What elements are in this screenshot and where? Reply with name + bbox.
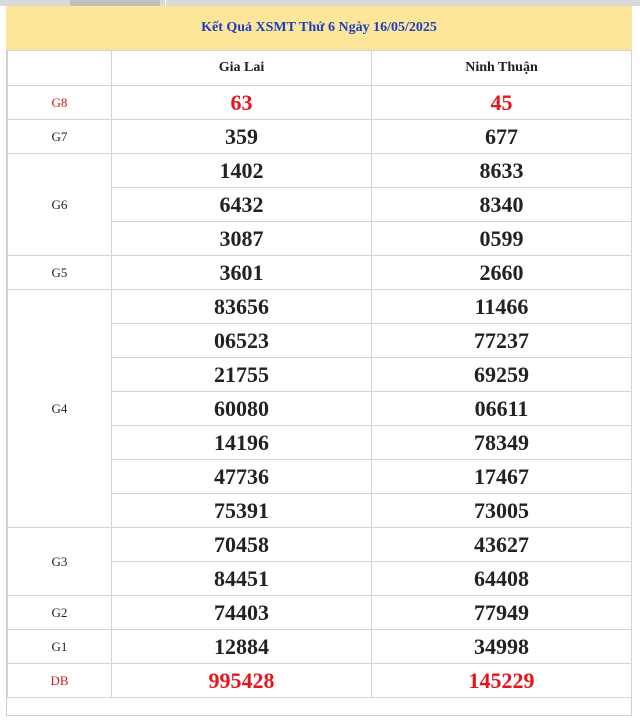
- prize-row: [8, 120, 632, 154]
- prize-number: 06523: [112, 324, 372, 358]
- prize-number: 60080: [112, 392, 372, 426]
- prize-number: 1402: [112, 154, 372, 188]
- prize-label: G6: [8, 154, 112, 256]
- page-title: Kết Quả XSMT Thứ 6 Ngày 16/05/2025: [6, 6, 632, 50]
- prize-label: G5: [8, 256, 112, 290]
- prize-row: [8, 290, 632, 324]
- prize-number: 8633: [372, 154, 632, 188]
- prize-number: 06611: [372, 392, 632, 426]
- prize-number: 359: [112, 120, 372, 154]
- province-header: Ninh Thuận: [372, 51, 632, 86]
- prize-number: 17467: [372, 460, 632, 494]
- prize-number: 69259: [372, 358, 632, 392]
- prize-number: 14196: [112, 426, 372, 460]
- prize-number: 6432: [112, 188, 372, 222]
- prize-number: 11466: [372, 290, 632, 324]
- prize-number: 21755: [112, 358, 372, 392]
- prize-number: 34998: [372, 630, 632, 664]
- prize-number: 83656: [112, 290, 372, 324]
- prize-label: G1: [8, 630, 112, 664]
- prize-number: 70458: [112, 528, 372, 562]
- prize-number: 78349: [372, 426, 632, 460]
- header-row: [8, 51, 632, 86]
- prize-label: G2: [8, 596, 112, 630]
- prize-number: 3601: [112, 256, 372, 290]
- prize-number: 677: [372, 120, 632, 154]
- prize-label: G4: [8, 290, 112, 528]
- prize-row: [8, 596, 632, 630]
- prize-row: [8, 664, 632, 698]
- prize-row: [8, 154, 632, 188]
- prize-number: 43627: [372, 528, 632, 562]
- prize-label: G3: [8, 528, 112, 596]
- prize-number: 74403: [112, 596, 372, 630]
- prize-number: 63: [112, 86, 372, 120]
- prize-number: 77949: [372, 596, 632, 630]
- prize-number: 64408: [372, 562, 632, 596]
- prize-number: 12884: [112, 630, 372, 664]
- prize-row: [8, 528, 632, 562]
- prize-label: G8: [8, 86, 112, 120]
- prize-label: G7: [8, 120, 112, 154]
- prize-number: 8340: [372, 188, 632, 222]
- header-empty-cell: [8, 51, 112, 86]
- prize-number: 995428: [112, 664, 372, 698]
- prize-number: 145229: [372, 664, 632, 698]
- prize-number: 84451: [112, 562, 372, 596]
- prize-row: [8, 256, 632, 290]
- prize-number: 47736: [112, 460, 372, 494]
- prize-row: [8, 86, 632, 120]
- prize-number: 77237: [372, 324, 632, 358]
- prize-number: 2660: [372, 256, 632, 290]
- prize-label: DB: [8, 664, 112, 698]
- prize-number: 0599: [372, 222, 632, 256]
- prize-number: 73005: [372, 494, 632, 528]
- province-header: Gia Lai: [112, 51, 372, 86]
- prize-number: 45: [372, 86, 632, 120]
- results-table: [7, 50, 632, 698]
- prize-number: 3087: [112, 222, 372, 256]
- prize-number: 75391: [112, 494, 372, 528]
- prize-row: [8, 630, 632, 664]
